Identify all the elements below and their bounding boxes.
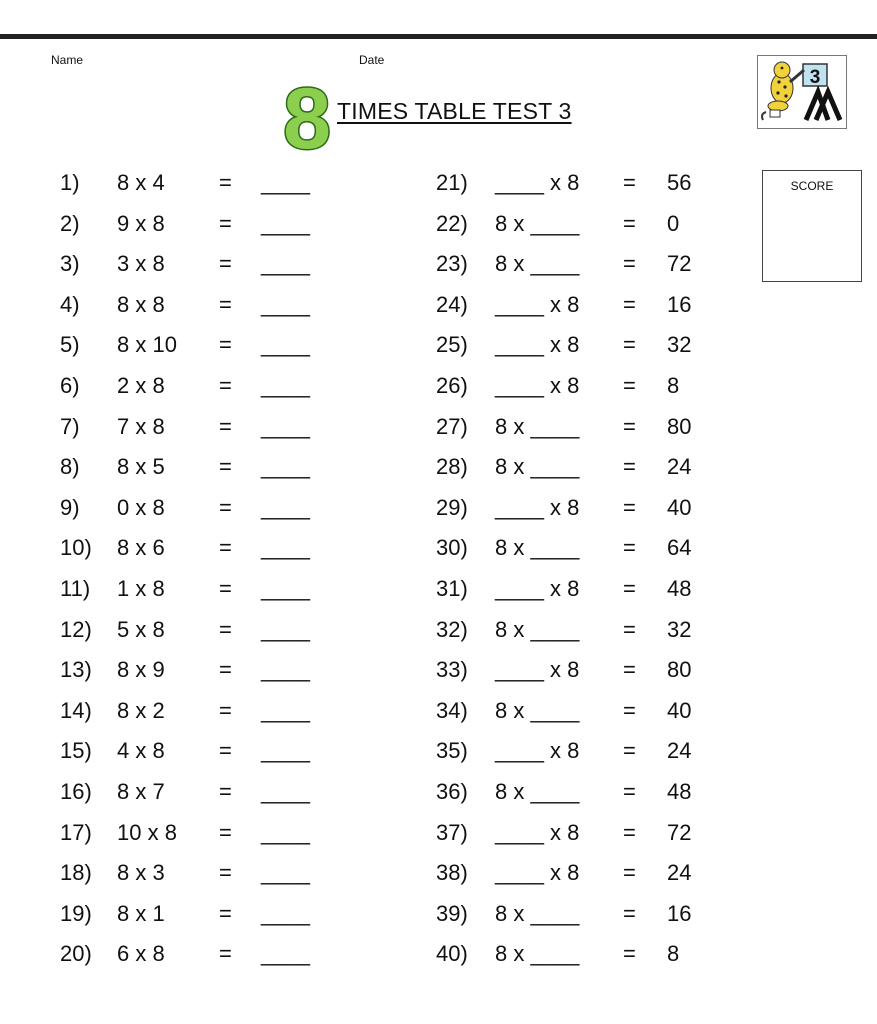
question-answer: 24 (667, 454, 692, 480)
question-expression: 4 x 8 (117, 738, 165, 764)
question-expression: 8 x 6 (117, 535, 165, 561)
question-number: 22) (436, 210, 468, 236)
question-answer[interactable]: ____ (261, 170, 310, 195)
question-answer[interactable]: ____ (261, 291, 310, 317)
question-number: 11) (60, 576, 91, 601)
equals-sign: = (623, 819, 636, 845)
question-answer[interactable]: ____ (261, 779, 310, 804)
equals-sign: = (219, 819, 232, 845)
question-expression: 8 x 8 (117, 291, 165, 317)
question-expression: 3 x 8 (117, 251, 165, 277)
question-answer[interactable]: ____ (261, 860, 310, 886)
equals-sign: = (623, 860, 636, 886)
question-expression: 7 x 8 (117, 413, 165, 439)
question-answer[interactable]: ____ (261, 454, 310, 480)
score-box[interactable] (762, 170, 862, 282)
question-expression: 8 x 10 (117, 332, 177, 358)
question-expression: ____ x 8 (495, 170, 580, 195)
question-answer[interactable]: ____ (261, 413, 310, 439)
question-answer: 8 (667, 941, 680, 967)
equals-sign: = (623, 535, 636, 561)
question-answer: 72 (667, 819, 692, 845)
question-number: 17) (60, 819, 92, 845)
question-number: 23) (436, 251, 468, 277)
equals-sign: = (623, 251, 636, 277)
question-answer[interactable]: ____ (261, 697, 310, 723)
question-number: 20) (60, 941, 92, 967)
equals-sign: = (219, 576, 232, 601)
question-number: 2) (60, 210, 80, 236)
question-answer[interactable]: ____ (261, 535, 310, 561)
equals-sign: = (219, 697, 232, 723)
question-expression: ____ x 8 (495, 819, 580, 845)
big-eight-digit: 8 (283, 78, 331, 156)
question-answer: 32 (667, 616, 692, 642)
question-answer: 24 (667, 860, 692, 886)
question-number: 32) (436, 616, 468, 642)
equals-sign: = (219, 413, 232, 439)
question-answer[interactable]: ____ (261, 494, 310, 520)
question-answer[interactable]: ____ (261, 576, 310, 601)
big-eight-graphic (283, 78, 331, 156)
question-answer: 80 (667, 413, 692, 439)
question-number: 27) (436, 413, 468, 439)
question-number: 40) (436, 941, 468, 967)
equals-sign: = (219, 860, 232, 886)
equals-sign: = (623, 332, 636, 358)
question-number: 35) (436, 738, 468, 764)
question-number: 15) (60, 738, 92, 764)
question-expression: 5 x 8 (117, 616, 165, 642)
question-number: 4) (60, 291, 80, 317)
question-number: 33) (436, 657, 468, 683)
question-number: 12) (60, 616, 92, 642)
score-label: SCORE (790, 179, 834, 193)
question-answer: 48 (667, 779, 692, 804)
question-expression: ____ x 8 (495, 291, 580, 317)
logo-number: 3 (809, 67, 821, 88)
equals-sign: = (219, 332, 232, 358)
question-number: 36) (436, 779, 468, 804)
question-answer[interactable]: ____ (261, 738, 310, 764)
question-number: 6) (60, 373, 80, 398)
equals-sign: = (219, 900, 232, 926)
question-answer: 24 (667, 738, 692, 764)
question-answer[interactable]: ____ (261, 332, 310, 358)
question-number: 1) (60, 170, 80, 195)
question-expression: 1 x 8 (117, 576, 165, 601)
equals-sign: = (623, 413, 636, 439)
question-answer: 56 (667, 170, 692, 195)
question-expression: 8 x 9 (117, 657, 165, 683)
question-answer[interactable]: ____ (261, 251, 310, 277)
question-number: 26) (436, 373, 468, 398)
question-number: 31) (436, 576, 468, 601)
question-number: 19) (60, 900, 92, 926)
question-number: 34) (436, 697, 468, 723)
question-answer: 80 (667, 657, 692, 683)
question-number: 18) (60, 860, 92, 886)
question-answer: 48 (667, 576, 692, 601)
question-expression: 8 x 3 (117, 860, 165, 886)
question-expression: 9 x 8 (117, 210, 165, 236)
question-expression: ____ x 8 (495, 332, 580, 358)
logo (757, 55, 847, 129)
question-number: 30) (436, 535, 468, 561)
question-number: 13) (60, 657, 92, 683)
question-expression: ____ x 8 (495, 576, 580, 601)
equals-sign: = (623, 170, 636, 195)
question-number: 29) (436, 494, 468, 520)
question-expression: 8 x ____ (495, 454, 580, 480)
equals-sign: = (623, 616, 636, 642)
question-answer[interactable]: ____ (261, 941, 310, 967)
question-number: 16) (60, 779, 92, 804)
equals-sign: = (623, 373, 636, 398)
question-number: 7) (60, 413, 80, 439)
question-expression: 8 x ____ (495, 900, 580, 926)
equals-sign: = (623, 779, 636, 804)
equals-sign: = (623, 738, 636, 764)
question-number: 14) (60, 697, 92, 723)
question-expression: 8 x ____ (495, 941, 580, 967)
question-number: 24) (436, 291, 468, 317)
question-number: 9) (60, 494, 80, 520)
question-number: 21) (436, 170, 468, 195)
question-expression: ____ x 8 (495, 373, 580, 398)
question-expression: 8 x ____ (495, 413, 580, 439)
equals-sign: = (623, 576, 636, 601)
question-expression: 8 x ____ (495, 616, 580, 642)
question-number: 38) (436, 860, 468, 886)
question-answer: 32 (667, 332, 692, 358)
question-expression: 8 x ____ (495, 251, 580, 277)
question-number: 25) (436, 332, 468, 358)
question-answer[interactable]: ____ (261, 900, 310, 926)
equals-sign: = (219, 494, 232, 520)
equals-sign: = (219, 941, 232, 967)
question-expression: 8 x 7 (117, 779, 165, 804)
equals-sign: = (623, 494, 636, 520)
question-expression: ____ x 8 (495, 494, 580, 520)
question-answer: 72 (667, 251, 692, 277)
top-rule (0, 34, 877, 39)
equals-sign: = (219, 251, 232, 277)
question-answer: 16 (667, 291, 692, 317)
question-number: 3) (60, 251, 80, 277)
equals-sign: = (219, 373, 232, 398)
question-expression: 8 x 2 (117, 697, 165, 723)
equals-sign: = (623, 900, 636, 926)
question-number: 39) (436, 900, 468, 926)
question-answer: 40 (667, 494, 692, 520)
question-answer[interactable]: ____ (261, 616, 310, 642)
equals-sign: = (219, 779, 232, 804)
question-expression: 10 x 8 (117, 819, 177, 845)
question-answer: 40 (667, 697, 692, 723)
page-title: TIMES TABLE TEST 3 (337, 98, 572, 124)
equals-sign: = (219, 657, 232, 683)
equals-sign: = (219, 454, 232, 480)
question-number: 37) (436, 819, 468, 845)
question-number: 8) (60, 454, 80, 480)
question-expression: ____ x 8 (495, 738, 580, 764)
question-expression: 8 x ____ (495, 535, 580, 561)
logo-graphic (758, 56, 846, 128)
equals-sign: = (219, 535, 232, 561)
question-answer[interactable]: ____ (261, 657, 310, 683)
equals-sign: = (623, 210, 636, 236)
question-answer: 8 (667, 373, 680, 398)
equals-sign: = (219, 210, 232, 236)
question-answer: 16 (667, 900, 692, 926)
question-number: 28) (436, 454, 468, 480)
question-expression: 8 x 1 (117, 900, 165, 926)
equals-sign: = (219, 616, 232, 642)
question-expression: 8 x 5 (117, 454, 165, 480)
name-label: Name (51, 53, 84, 67)
equals-sign: = (623, 291, 636, 317)
question-expression: 2 x 8 (117, 373, 165, 398)
date-label: Date (359, 53, 385, 67)
question-answer[interactable]: ____ (261, 210, 310, 236)
question-number: 10) (60, 535, 92, 561)
equals-sign: = (219, 170, 232, 195)
question-expression: ____ x 8 (495, 860, 580, 886)
question-expression: 8 x ____ (495, 210, 580, 236)
equals-sign: = (623, 941, 636, 967)
question-expression: ____ x 8 (495, 657, 580, 683)
equals-sign: = (623, 697, 636, 723)
question-expression: 6 x 8 (117, 941, 165, 967)
question-expression: 8 x ____ (495, 779, 580, 804)
equals-sign: = (623, 454, 636, 480)
question-expression: 8 x ____ (495, 697, 580, 723)
question-answer: 64 (667, 535, 692, 561)
question-answer[interactable]: ____ (261, 373, 310, 398)
question-expression: 8 x 4 (117, 170, 165, 195)
equals-sign: = (219, 738, 232, 764)
question-expression: 0 x 8 (117, 494, 165, 520)
question-answer: 0 (667, 210, 680, 236)
question-number: 5) (60, 332, 80, 358)
equals-sign: = (623, 657, 636, 683)
equals-sign: = (219, 291, 232, 317)
question-answer[interactable]: ____ (261, 819, 310, 845)
